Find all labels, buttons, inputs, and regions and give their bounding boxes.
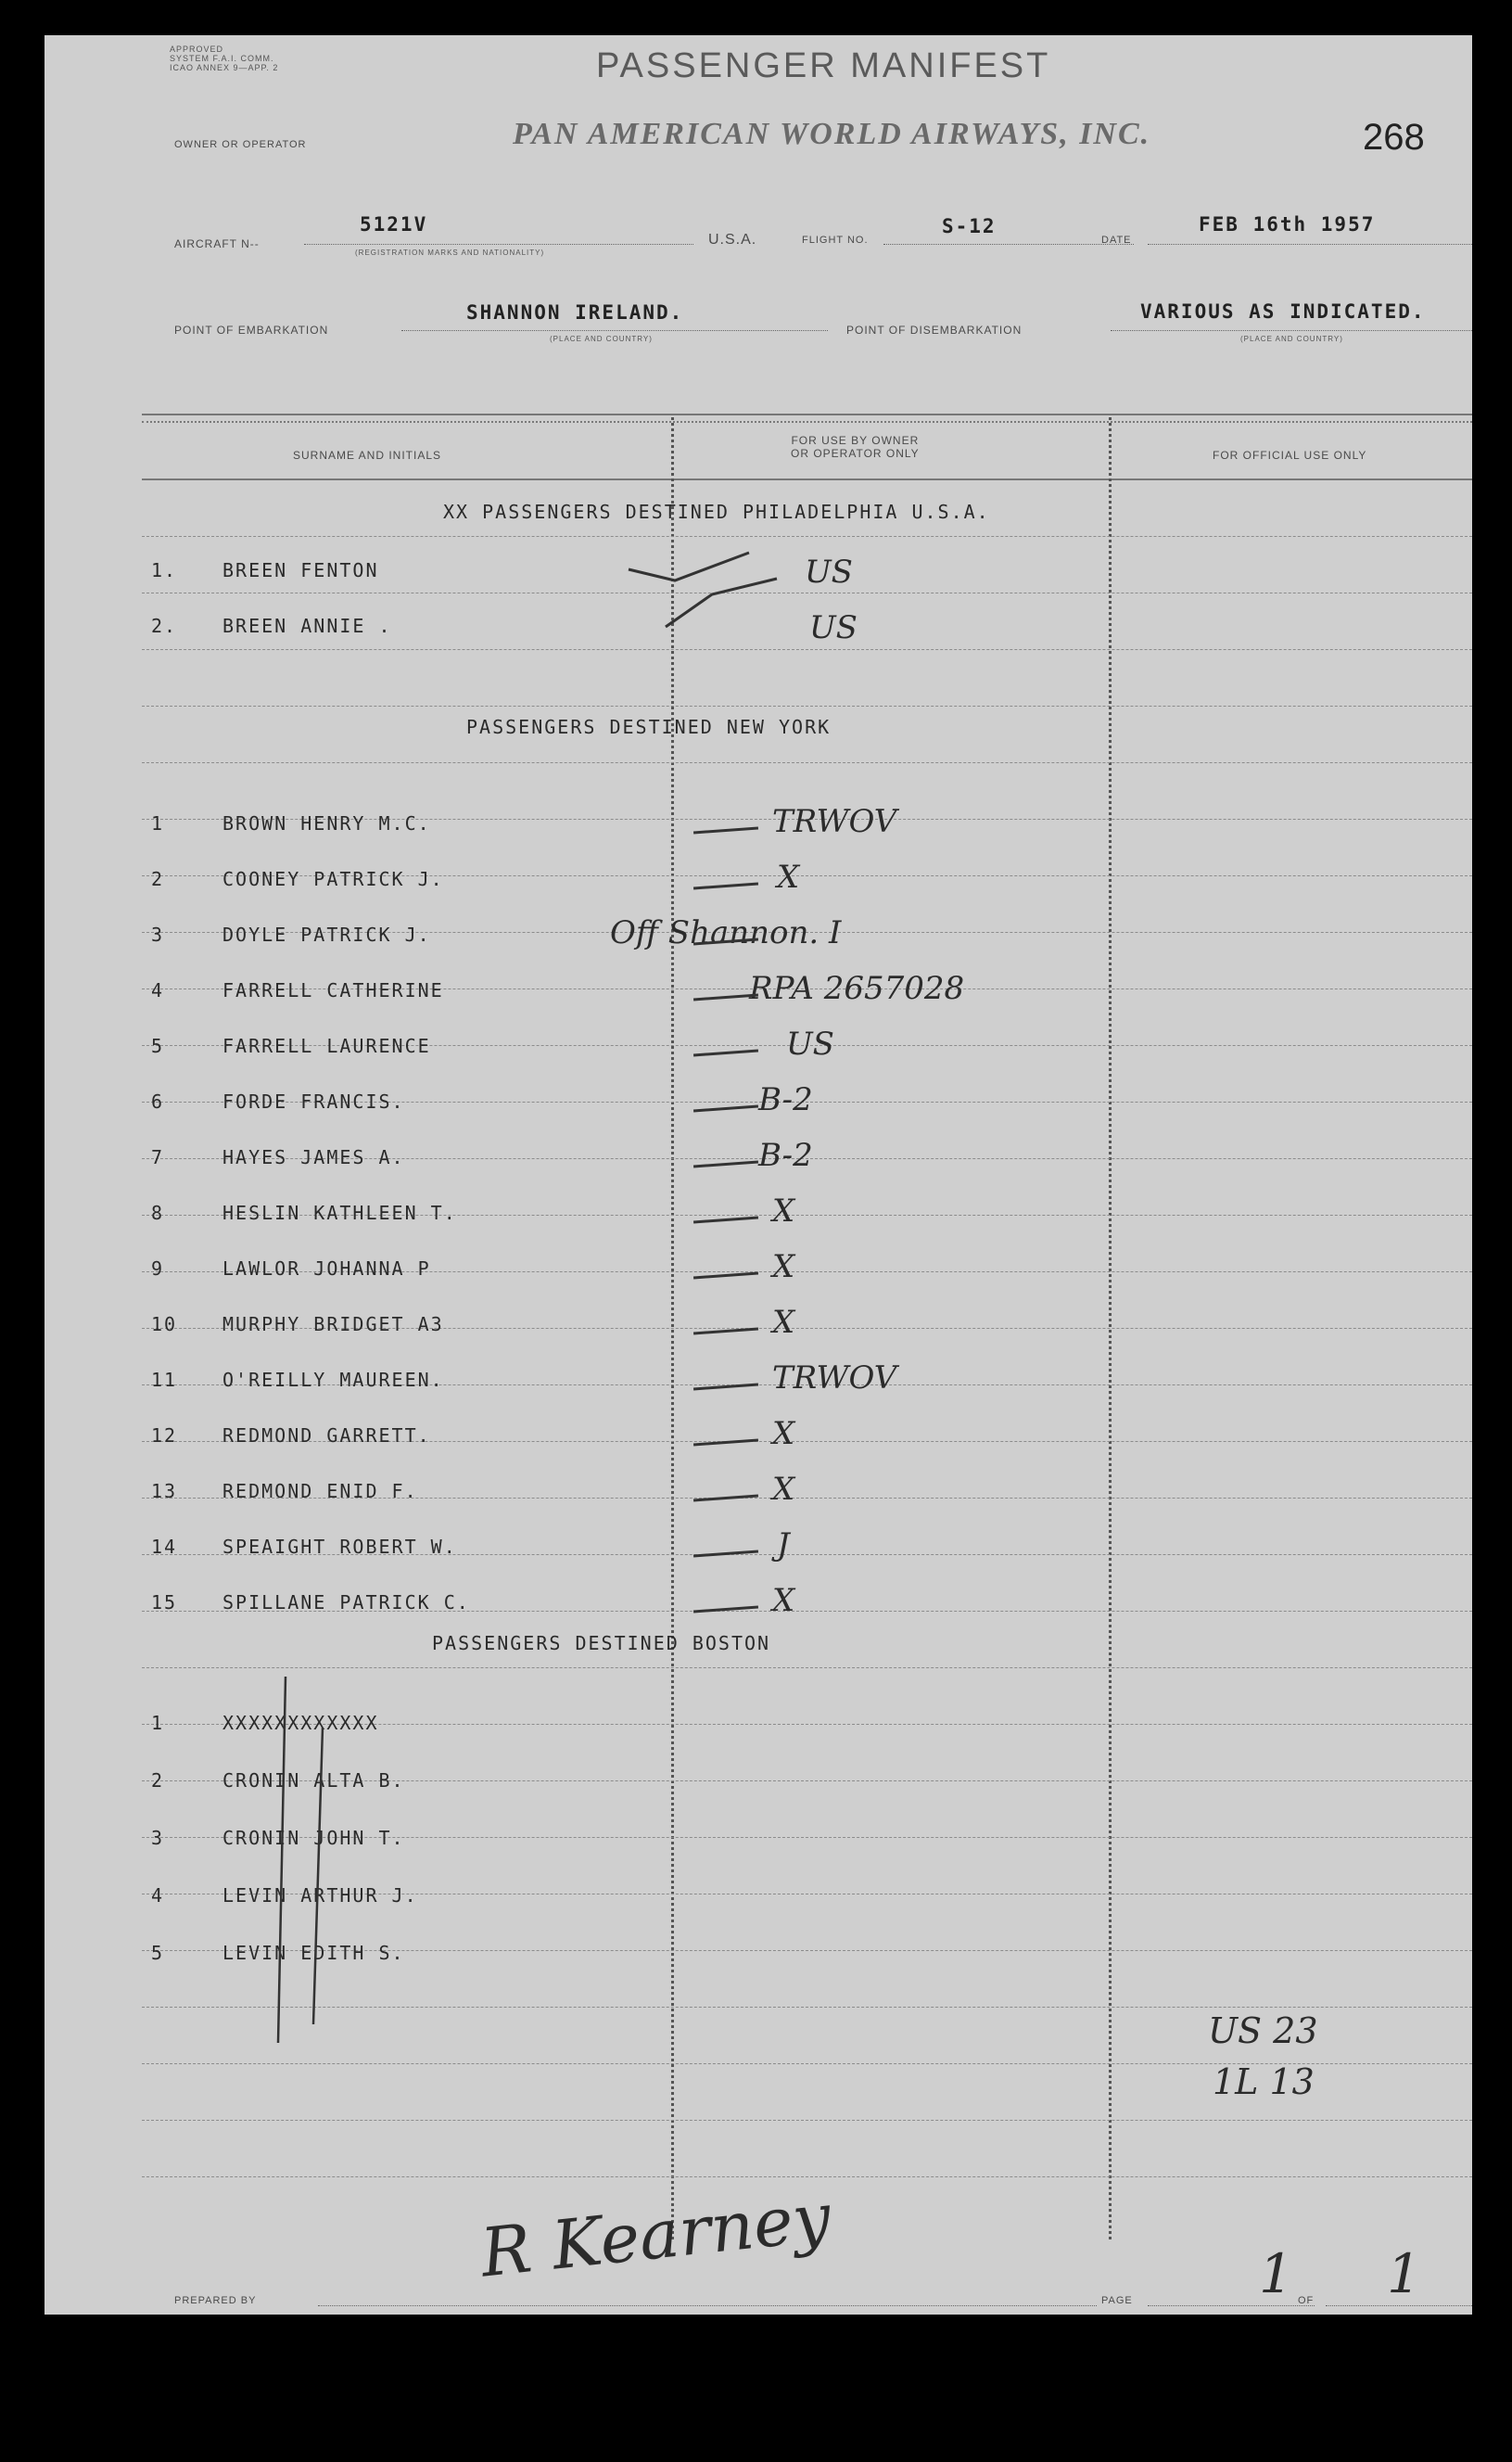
passenger-number: 3: [151, 1827, 165, 1849]
passenger-name: SPEAIGHT ROBERT W.: [222, 1536, 457, 1558]
table-row: [44, 1193, 1472, 1230]
operator-mark: B-2: [758, 1137, 813, 1174]
disembark-value: VARIOUS AS INDICATED.: [1140, 300, 1426, 323]
passenger-number: 15: [151, 1591, 178, 1614]
passenger-name: LEVIN ARTHUR J.: [222, 1884, 418, 1907]
passenger-number: 2: [151, 868, 165, 890]
manifest-document: [44, 35, 1472, 2315]
passenger-name: FARRELL LAURENCE: [222, 1035, 431, 1057]
table-row: [44, 1582, 1472, 1619]
passenger-name: SPILLANE PATRICK C.: [222, 1591, 470, 1614]
flight-label: FLIGHT NO.: [802, 235, 869, 246]
passenger-name: DOYLE PATRICK J.: [222, 924, 431, 946]
of-underline: [1326, 2305, 1472, 2306]
disembark-underline: [1111, 330, 1472, 331]
passenger-number: 11: [151, 1369, 178, 1391]
date-label: DATE: [1101, 235, 1132, 246]
column-header-operator-line: OR OPERATOR ONLY: [791, 447, 920, 460]
table-top-rule-2: [142, 421, 1472, 423]
passenger-number: 5: [151, 1035, 165, 1057]
operator-mark: J: [777, 1526, 790, 1563]
table-row: [44, 1248, 1472, 1285]
passenger-number: 5: [151, 1942, 165, 1964]
passenger-name: BREEN ANNIE .: [222, 615, 392, 637]
operator-mark: TRWOV: [772, 1359, 897, 1397]
row-rule: [142, 2120, 1472, 2121]
operator-mark: X: [772, 1582, 795, 1619]
passenger-name: BREEN FENTON: [222, 559, 379, 581]
page-number: 268: [1363, 117, 1425, 158]
passenger-name: LEVIN EDITH S.: [222, 1942, 405, 1964]
passenger-name: O'REILLY MAUREEN.: [222, 1369, 444, 1391]
table-row: [44, 1526, 1472, 1563]
passenger-name: HESLIN KATHLEEN T.: [222, 1202, 457, 1224]
operator-mark: Off Shannon. I: [610, 914, 842, 951]
aircraft-label: AIRCRAFT N--: [174, 237, 260, 250]
operator-mark: X: [772, 1193, 795, 1230]
passenger-name: CRONIN JOHN T.: [222, 1827, 405, 1849]
date-underline: [1148, 244, 1472, 245]
approval-block: [170, 45, 278, 72]
passenger-number: 2: [151, 1769, 165, 1792]
table-row: [44, 859, 1472, 896]
operator-mark: RPA 2657028: [749, 970, 965, 1007]
page-value: 1: [1259, 2242, 1293, 2305]
table-header-rule: [142, 478, 1472, 480]
passenger-number: 2.: [151, 615, 178, 637]
passenger-number: 13: [151, 1480, 178, 1502]
passenger-number: 1.: [151, 559, 178, 581]
passenger-number: 1: [151, 812, 165, 835]
column-header-operator-line: FOR USE BY OWNER: [791, 434, 920, 447]
operator-mark: X: [772, 1304, 795, 1341]
check-mark-strokes: [610, 543, 888, 673]
column-header-operator: [791, 434, 920, 460]
passenger-name: FARRELL CATHERINE: [222, 979, 444, 1001]
passenger-number: 6: [151, 1091, 165, 1113]
passenger-name: MURPHY BRIDGET A3: [222, 1313, 444, 1335]
passenger-number: 4: [151, 1884, 165, 1907]
table-row: [44, 1026, 1472, 1063]
passenger-number: 14: [151, 1536, 178, 1558]
aircraft-underline: [304, 244, 693, 245]
disembark-sublabel: (PLACE AND COUNTRY): [1240, 335, 1343, 343]
passenger-number: 10: [151, 1313, 178, 1335]
passenger-name: BROWN HENRY M.C.: [222, 812, 431, 835]
passenger-number: 12: [151, 1424, 178, 1447]
operator-mark: US: [786, 1026, 834, 1063]
section-heading-new-york: PASSENGERS DESTINED NEW YORK: [466, 716, 832, 738]
section-heading-philadelphia: XX PASSENGERS DESTINED PHILADELPHIA U.S.A.: [443, 501, 990, 523]
table-row: [44, 1471, 1472, 1508]
passenger-number: 8: [151, 1202, 165, 1224]
passenger-number: 3: [151, 924, 165, 946]
embark-label: POINT OF EMBARKATION: [174, 324, 329, 337]
pen-strokes: [221, 1672, 369, 2061]
approval-line: ICAO ANNEX 9—APP. 2: [170, 63, 279, 72]
embark-sublabel: (PLACE AND COUNTRY): [550, 335, 653, 343]
operator-mark: US: [809, 609, 858, 646]
aircraft-sublabel: (REGISTRATION MARKS AND NATIONALITY): [355, 249, 545, 257]
operator-mark: B-2: [758, 1081, 813, 1118]
row-rule: [142, 706, 1472, 707]
of-label: OF: [1298, 2295, 1315, 2306]
operator-mark: X: [777, 859, 800, 896]
signature: R Kearney: [476, 2177, 834, 2292]
passenger-number: 9: [151, 1257, 165, 1280]
official-note: US 23: [1208, 2010, 1318, 2051]
operator-mark: X: [772, 1471, 795, 1508]
operator-mark: TRWOV: [772, 803, 897, 840]
passenger-number: 4: [151, 979, 165, 1001]
passenger-name: HAYES JAMES A.: [222, 1146, 405, 1168]
passenger-number: 1: [151, 1712, 165, 1734]
row-rule: [142, 762, 1472, 763]
of-value: 1: [1387, 2242, 1421, 2305]
row-rule: [142, 1667, 1472, 1668]
section-heading-boston: PASSENGERS DESTINED BOSTON: [432, 1632, 771, 1654]
page-label: PAGE: [1101, 2295, 1133, 2306]
passenger-name: XXXXXXXXXXXX: [222, 1712, 379, 1734]
date-value: FEB 16th 1957: [1199, 213, 1376, 236]
table-top-rule: [142, 414, 1472, 415]
table-row: [44, 1081, 1472, 1118]
table-row: [44, 1415, 1472, 1452]
embark-value: SHANNON IRELAND.: [466, 301, 684, 324]
page-title: PASSENGER MANIFEST: [596, 46, 1051, 85]
operator-mark: X: [772, 1248, 795, 1285]
owner-value: PAN AMERICAN WORLD AIRWAYS, INC.: [513, 117, 1151, 151]
column-header-official: FOR OFFICIAL USE ONLY: [1213, 449, 1367, 462]
flight-underline: [883, 244, 1134, 245]
embark-underline: [401, 330, 828, 331]
disembark-label: POINT OF DISEMBARKATION: [846, 324, 1023, 337]
passenger-name: REDMOND GARRETT.: [222, 1424, 431, 1447]
column-header-surname: SURNAME AND INITIALS: [293, 449, 442, 462]
official-note: 1L 13: [1213, 2061, 1315, 2102]
passenger-name: COONEY PATRICK J.: [222, 868, 444, 890]
table-row: [44, 970, 1472, 1007]
passenger-number: 7: [151, 1146, 165, 1168]
row-rule: [142, 536, 1472, 537]
operator-mark: US: [805, 554, 853, 591]
passenger-name: FORDE FRANCIS.: [222, 1091, 405, 1113]
prepared-by-label: PREPARED BY: [174, 2295, 257, 2306]
table-row: [44, 1137, 1472, 1174]
table-row: [44, 1304, 1472, 1341]
approval-line: SYSTEM F.A.I. COMM.: [170, 54, 274, 63]
page-underline: [1148, 2305, 1315, 2306]
aircraft-value: 5121V: [360, 213, 428, 236]
owner-label: OWNER OR OPERATOR: [174, 139, 307, 150]
prepared-underline: [318, 2305, 1097, 2306]
table-row: [44, 803, 1472, 840]
approval-line: APPROVED: [170, 45, 224, 54]
operator-mark: X: [772, 1415, 795, 1452]
passenger-name: REDMOND ENID F.: [222, 1480, 418, 1502]
passenger-name: LAWLOR JOHANNA P: [222, 1257, 431, 1280]
table-row: [44, 914, 1472, 951]
passenger-name: CRONIN ALTA B.: [222, 1769, 405, 1792]
usa-label: U.S.A.: [708, 232, 757, 248]
flight-value: S-12: [942, 215, 997, 237]
row-rule: [142, 2176, 1472, 2177]
table-row: [44, 1359, 1472, 1397]
